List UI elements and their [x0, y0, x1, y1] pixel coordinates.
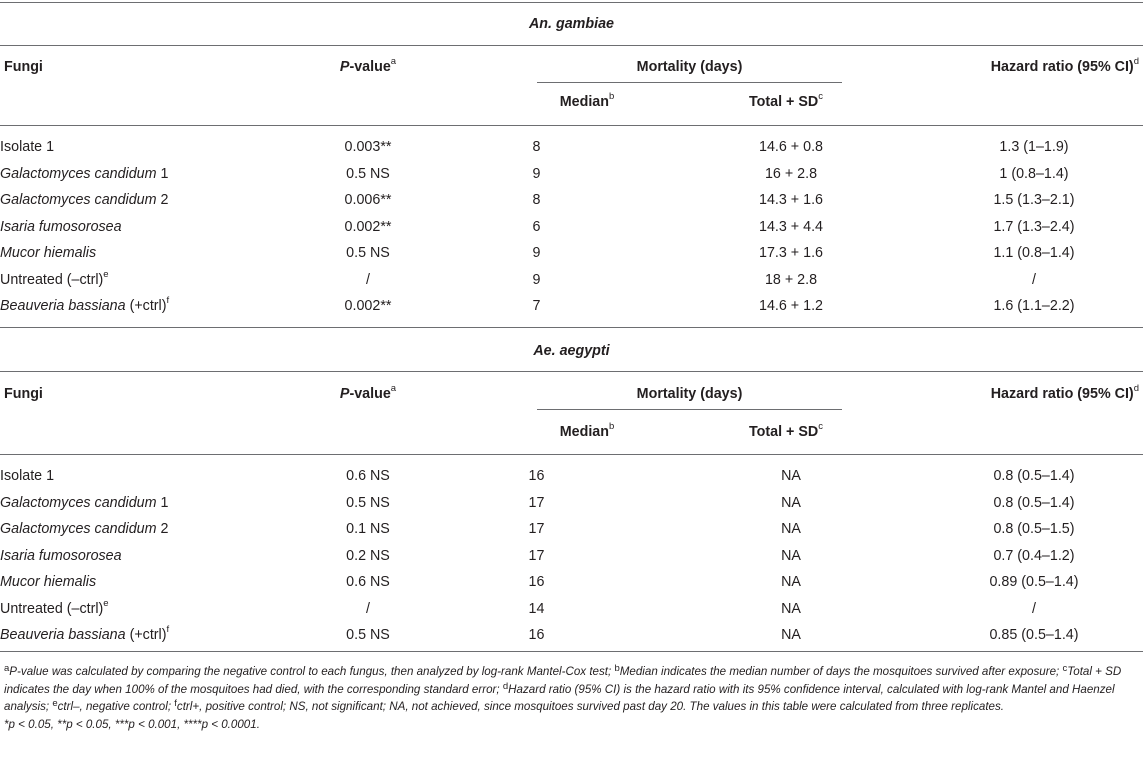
cell-median: 17 — [528, 547, 545, 564]
header-median: Median$^b$ — [559, 91, 615, 110]
cell-total-sd: 14.6 + 1.2 — [759, 298, 823, 315]
footnote-significance: *p < 0.05, **p < 0.05, ***p < 0.001, ****p < 0.0001. — [4, 717, 260, 731]
header-pvalue: P-value$^a$ — [339, 56, 397, 75]
cell-median: 8 — [532, 139, 541, 156]
cell-fungi: Isaria fumosorosea — [0, 218, 122, 235]
table-row — [0, 490, 1143, 517]
cell-hazard: 1.5 (1.3–2.1) — [993, 192, 1075, 209]
cell-hazard: 0.7 (0.4–1.2) — [993, 547, 1075, 564]
cell-fungi: Mucor hiemalis — [0, 574, 97, 591]
cell-total-sd: NA — [781, 521, 801, 538]
cell-hazard: 1.7 (1.3–2.4) — [993, 218, 1075, 235]
cell-pvalue: 0.5 NS — [346, 245, 390, 262]
group-title-ae-aegypti: Ae. aegypti — [533, 343, 610, 359]
cell-median: 16 — [528, 468, 545, 485]
header-mortality: Mortality (days) — [636, 59, 743, 75]
table-row — [0, 569, 1143, 596]
cell-pvalue: / — [366, 271, 370, 288]
top-rule — [0, 2, 1143, 3]
cell-total-sd: 17.3 + 1.6 — [759, 245, 823, 262]
cell-fungi: Mucor hiemalis — [0, 245, 97, 262]
header-mortality: Mortality (days) — [636, 386, 743, 402]
cell-total-sd: NA — [781, 468, 801, 485]
cell-fungi: Untreated (–ctrl)$^e$ — [0, 597, 109, 617]
header-fungi: Fungi — [4, 59, 43, 75]
cell-median: 6 — [532, 218, 541, 235]
table-row — [0, 187, 1143, 214]
table-row — [0, 134, 1143, 161]
cell-median: 16 — [528, 574, 545, 591]
cell-total-sd: 16 + 2.8 — [764, 165, 818, 182]
cell-hazard: / — [1032, 600, 1036, 617]
cell-median: 9 — [532, 271, 541, 288]
cell-hazard: 1 (0.8–1.4) — [999, 165, 1069, 182]
cell-pvalue: / — [366, 600, 370, 617]
mortality-subrule — [537, 82, 842, 83]
cell-pvalue: 0.6 NS — [346, 574, 390, 591]
table-row — [0, 240, 1143, 267]
group-end-rule — [0, 327, 1143, 328]
cell-pvalue: 0.5 NS — [346, 627, 390, 644]
cell-fungi: Galactomyces candidum 1 — [0, 494, 169, 511]
cell-hazard: 0.8 (0.5–1.4) — [993, 494, 1075, 511]
data-table-an-gambiae — [0, 134, 1143, 320]
header-total-sd: Total + $SD^c$ — [749, 91, 823, 110]
group-rule — [0, 45, 1143, 46]
cell-hazard: 1.3 (1–1.9) — [999, 139, 1069, 156]
header-hazard: Hazard ratio (95% CI)$^d$ — [990, 56, 1139, 75]
header-median: Median$^b$ — [559, 421, 615, 440]
cell-median: 17 — [528, 494, 545, 511]
cell-hazard: 0.89 (0.5–1.4) — [989, 574, 1079, 591]
cell-total-sd: NA — [781, 574, 801, 591]
cell-median: 7 — [532, 298, 541, 315]
cell-hazard: 0.8 (0.5–1.5) — [993, 521, 1075, 538]
cell-fungi: Isaria fumosorosea — [0, 547, 122, 564]
header-fungi: Fungi — [4, 386, 43, 402]
cell-median: 9 — [532, 165, 541, 182]
cell-total-sd: 14.3 + 1.6 — [759, 192, 823, 209]
header-pvalue: P-value$^a$ — [339, 383, 397, 402]
cell-fungi: Isolate 1 — [0, 139, 55, 156]
cell-hazard: 1.6 (1.1–2.2) — [993, 298, 1075, 315]
cell-fungi: Galactomyces candidum 2 — [0, 521, 169, 538]
group-title-an-gambiae: An. gambiae — [528, 16, 614, 32]
cell-pvalue: 0.006** — [344, 192, 392, 209]
cell-pvalue: 0.002** — [344, 298, 392, 315]
cell-total-sd: NA — [781, 627, 801, 644]
table-row — [0, 293, 1143, 320]
cell-hazard: 0.8 (0.5–1.4) — [993, 468, 1075, 485]
header-rule — [0, 125, 1143, 126]
cell-pvalue: 0.2 NS — [346, 547, 390, 564]
cell-pvalue: 0.003** — [344, 139, 392, 156]
cell-fungi: Beauveria bassiana (+ctrl)$^f$ — [0, 295, 170, 315]
table-row — [0, 161, 1143, 188]
cell-fungi: Isolate 1 — [0, 468, 55, 485]
cell-total-sd: NA — [781, 494, 801, 511]
cell-total-sd: 18 + 2.8 — [764, 271, 818, 288]
cell-median: 8 — [532, 192, 541, 209]
cell-pvalue: 0.5 NS — [346, 494, 390, 511]
cell-median: 9 — [532, 245, 541, 262]
cell-pvalue: 0.1 NS — [346, 521, 390, 538]
cell-pvalue: 0.002** — [344, 218, 392, 235]
table-row — [0, 596, 1143, 623]
table-row — [0, 622, 1143, 649]
cell-fungi: Galactomyces candidum 1 — [0, 165, 169, 182]
footnotes — [4, 663, 1138, 733]
header-pvalue-rest: -value — [349, 59, 391, 75]
table-row — [0, 214, 1143, 241]
data-table-ae-aegypti — [0, 463, 1143, 649]
cell-pvalue: 0.5 NS — [346, 165, 390, 182]
cell-median: 17 — [528, 521, 545, 538]
cell-fungi: Galactomyces candidum 2 — [0, 192, 169, 209]
table-row — [0, 543, 1143, 570]
table-row — [0, 516, 1143, 543]
cell-hazard: 1.1 (0.8–1.4) — [993, 245, 1075, 262]
group-rule — [0, 371, 1143, 372]
cell-median: 16 — [528, 627, 545, 644]
mortality-subrule — [537, 409, 842, 410]
header-total-sd: Total + $SD^c$ — [749, 421, 823, 440]
cell-hazard: / — [1032, 271, 1036, 288]
footnote-main: $^a$P-value was calculated by comparing the negative control to each fungus, then analyzed by log-rank Mantel-Cox test; $^b$Median indicates the median number of days the mosquitoes survived after exposure; $^c$Total + SD indicates the day when 100% of the mosquitoes had died, with the corresponding standard error; $^d$Hazard ratio (95% CI) is the hazard ratio with its 95% confidence interval, calculated with log-rank Mantel and Haenzel analysis; $^e$ctrl–, negative control; $^f$ctrl+, positive control; NS, not significant; NA, not achieved, since mosquitoes survived past day 20. The values in this table were calculated from three replicates. — [4, 663, 1122, 714]
cell-hazard: 0.85 (0.5–1.4) — [989, 627, 1079, 644]
cell-fungi: Beauveria bassiana (+ctrl)$^f$ — [0, 624, 170, 644]
cell-pvalue: 0.6 NS — [346, 468, 390, 485]
table-row — [0, 267, 1143, 294]
cell-fungi: Untreated (–ctrl)$^e$ — [0, 268, 109, 288]
header-rule — [0, 454, 1143, 455]
cell-total-sd: NA — [781, 600, 801, 617]
table-row — [0, 463, 1143, 490]
cell-total-sd: NA — [781, 547, 801, 564]
cell-median: 14 — [528, 600, 545, 617]
table-bottom-rule — [0, 651, 1143, 652]
header-hazard: Hazard ratio (95% CI)$^d$ — [990, 383, 1139, 402]
cell-total-sd: 14.6 + 0.8 — [759, 139, 823, 156]
cell-total-sd: 14.3 + 4.4 — [759, 218, 823, 235]
